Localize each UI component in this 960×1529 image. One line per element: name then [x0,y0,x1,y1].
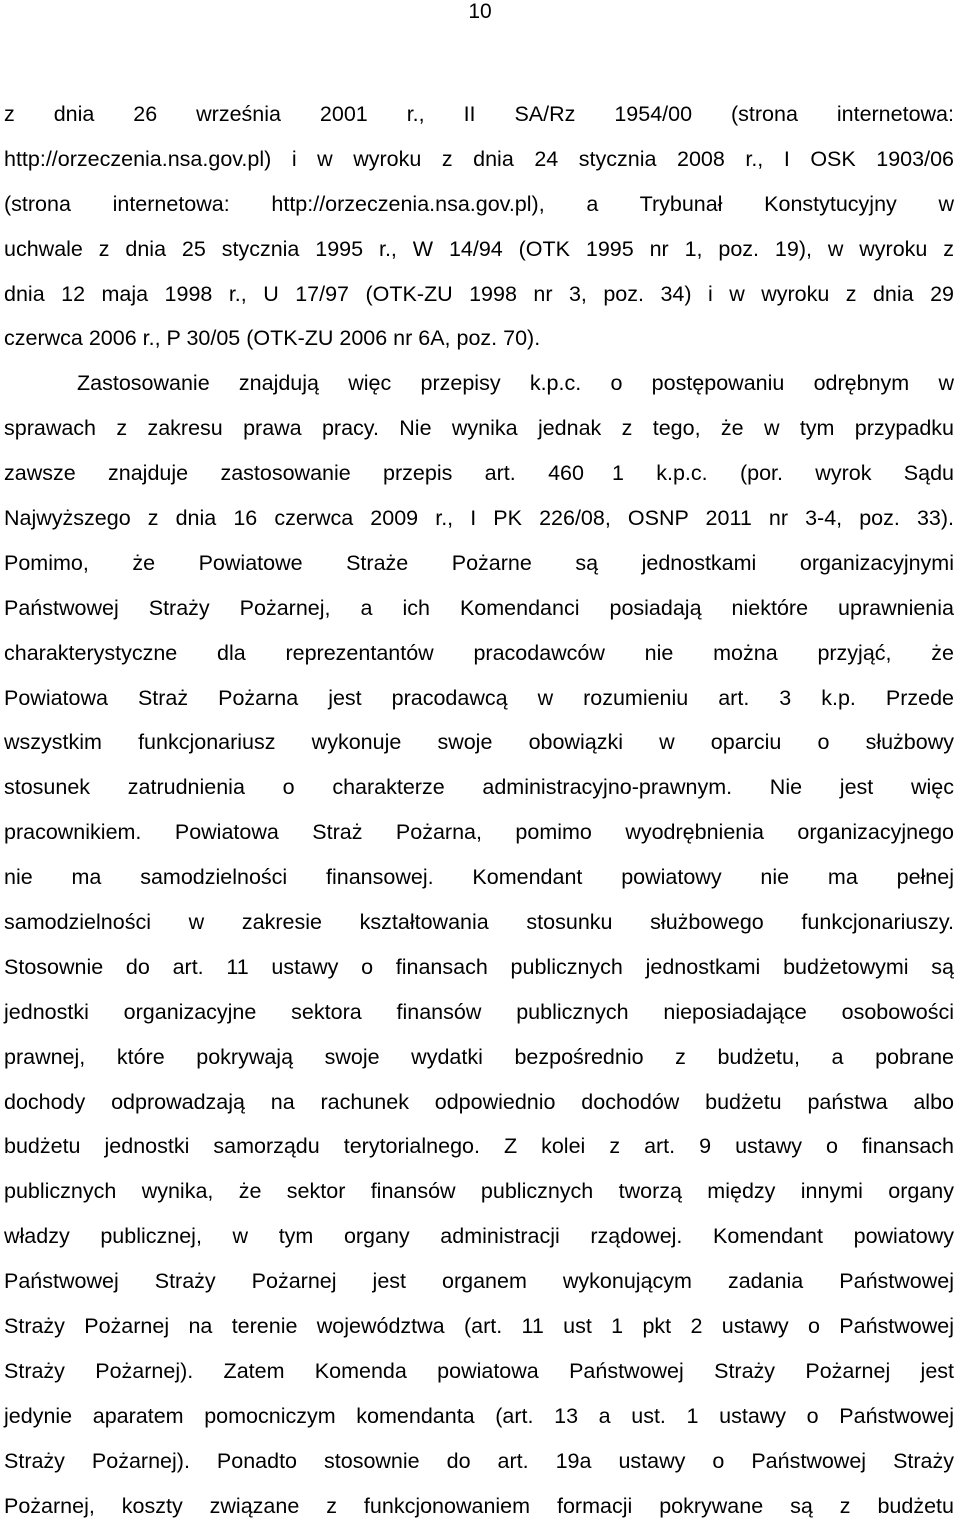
text-line: Zastosowanie znajdują więc przepisy k.p.c. o postępowaniu odrębnym w [77,371,954,396]
text-line: Straży Pożarnej). Ponadto stosownie do art. 19a ustawy o Państwowej Straży [4,1448,954,1473]
text-line: nie ma samodzielności finansowej. Komendant powiatowy nie ma pełnej [4,865,954,890]
text-line: sprawach z zakresu prawa pracy. Nie wynika jednak z tego, że w tym przypadku [4,416,954,441]
text-line: Państwowej Straży Pożarnej, a ich Komendanci posiadają niektóre uprawnienia [4,595,954,620]
text-line: budżetu jednostki samorządu terytorialnego. Z kolei z art. 9 ustawy o finansach [4,1134,954,1159]
text-line: Pomimo, że Powiatowe Straże Pożarne są jednostkami organizacyjnymi [4,550,954,575]
text-line: charakterystyczne dla reprezentantów pracodawców nie można przyjąć, że [4,640,954,665]
text-line: Straży Pożarnej na terenie województwa (art. 11 ust 1 pkt 2 ustawy o Państwowej [4,1314,954,1339]
text-line: jednostki organizacyjne sektora finansów publicznych nieposiadające osobowości [4,999,954,1024]
text-line: Najwyższego z dnia 16 czerwca 2009 r., I PK 226/08, OSNP 2011 nr 3-4, poz. 33). [4,506,954,531]
text-line: publicznych wynika, że sektor finansów publicznych tworzą między innymi organy [4,1179,954,1204]
text-line: stosunek zatrudnienia o charakterze administracyjno-prawnym. Nie jest więc [4,775,954,800]
text-line: Stosownie do art. 11 ustawy o finansach publicznych jednostkami budżetowymi są [4,954,954,979]
text-line: władzy publicznej, w tym organy administracji rządowej. Komendant powiatowy [4,1224,954,1249]
text-line: http://orzeczenia.nsa.gov.pl) i w wyroku z dnia 24 stycznia 2008 r., I OSK 1903/06 [4,146,954,171]
document-body [4,92,954,1529]
text-line: samodzielności w zakresie kształtowania stosunku służbowego funkcjonariuszy. [4,910,954,935]
text-line: uchwale z dnia 25 stycznia 1995 r., W 14/94 (OTK 1995 nr 1, poz. 19), w wyroku z [4,236,954,261]
text-line: wszystkim funkcjonariusz wykonuje swoje obowiązki w oparciu o służbowy [4,730,954,755]
text-line: czerwca 2006 r., P 30/05 (OTK-ZU 2006 nr 6A, poz. 70). [4,326,541,351]
text-line: jedynie aparatem pomocniczym komendanta (art. 13 a ust. 1 ustawy o Państwowej [4,1403,954,1428]
text-line: Pożarnej, koszty związane z funkcjonowaniem formacji pokrywane są z budżetu [4,1493,954,1518]
text-fragment: zawsze znajduje zastosowanie przepis art. 460 [4,461,584,486]
text-line [4,451,954,496]
text-line: Państwowej Straży Pożarnej jest organem wykonującym zadania Państwowej [4,1269,954,1294]
page-number: 10 [468,0,492,23]
text-line: prawnej, które pokrywają swoje wydatki bezpośrednio z budżetu, a pobrane [4,1044,954,1069]
text-line: dochody odprowadzają na rachunek odpowiednio dochodów budżetu państwa albo [4,1089,954,1114]
text-line: Powiatowa Straż Pożarna jest pracodawcą w rozumieniu art. 3 k.p. Przede [4,685,954,710]
text-line: Straży Pożarnej). Zatem Komenda powiatowa Państwowej Straży Pożarnej jest [4,1358,954,1383]
text-line: pracownikiem. Powiatowa Straż Pożarna, pomimo wyodrębnienia organizacyjnego [4,820,954,845]
text-fragment: 1 k.p.c. (por. wyrok Sądu [611,461,954,486]
text-line: (strona internetowa: http://orzeczenia.nsa.gov.pl), a Trybunał Konstytucyjny w [4,191,954,216]
text-line: z dnia 26 września 2001 r., II SA/Rz 1954/00 (strona internetowa: [4,102,954,126]
text-line: dnia 12 maja 1998 r., U 17/97 (OTK-ZU 1998 nr 3, poz. 34) i w wyroku z dnia 29 [4,281,954,306]
